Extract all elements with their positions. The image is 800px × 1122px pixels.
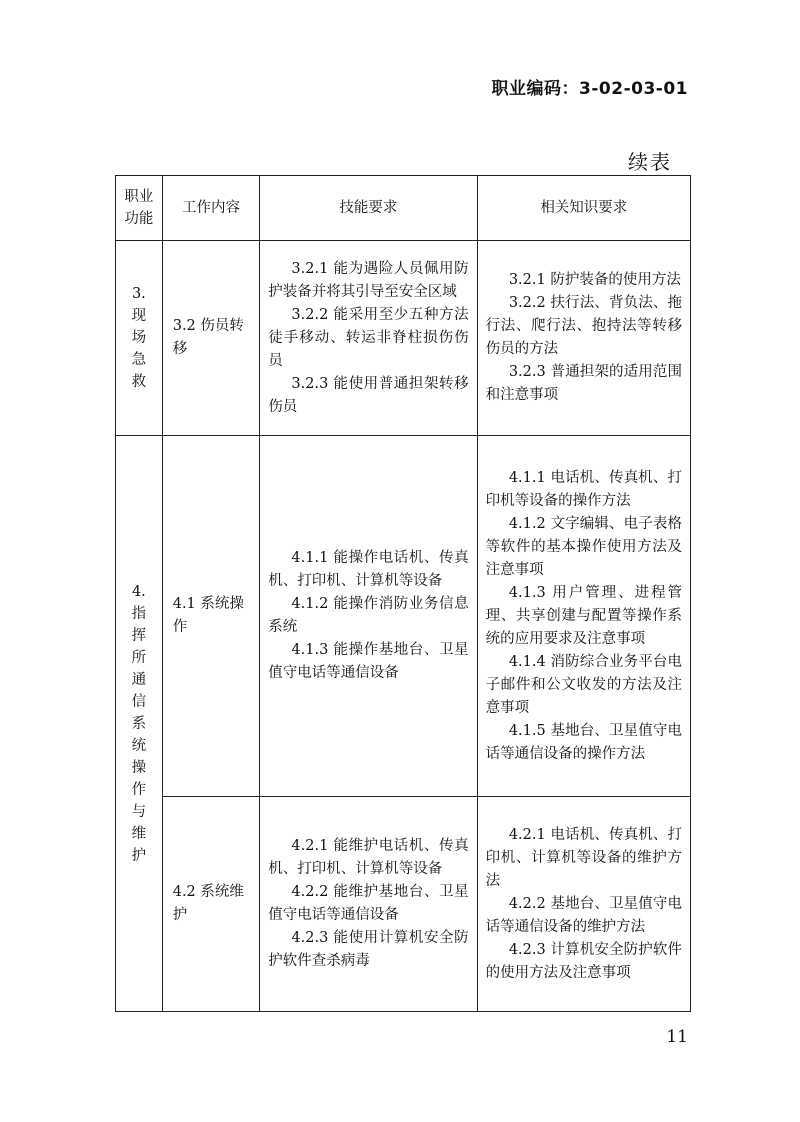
function-number: 4. bbox=[131, 583, 146, 600]
skill-item: 4.2.3 能使用计算机安全防护软件查杀病毒 bbox=[268, 930, 469, 969]
function-char: 挥 bbox=[131, 627, 147, 644]
skills-cell bbox=[260, 241, 477, 436]
header-skills: 技能要求 bbox=[260, 176, 477, 241]
knowledge-item: 3.2.3 普通担架的适用范围和注意事项 bbox=[485, 364, 682, 403]
knowledge-cell bbox=[477, 797, 690, 1012]
function-cell-4 bbox=[116, 436, 163, 1012]
skill-item: 4.1.3 能操作基地台、卫星值守电话等通信设备 bbox=[268, 642, 469, 681]
function-char: 维 bbox=[131, 825, 147, 842]
function-number: 3. bbox=[131, 286, 146, 302]
skill-item: 3.2.3 能使用普通担架转移伤员 bbox=[268, 375, 469, 415]
function-char: 现 bbox=[131, 308, 147, 324]
skill-item: 3.2.1 能为遇险人员佩用防护装备并将其引导至安全区域 bbox=[268, 260, 469, 300]
knowledge-item: 4.1.3 用户管理、进程管理、共享创建与配置等操作系统的应用要求及注意事项 bbox=[485, 584, 682, 647]
function-char: 统 bbox=[131, 737, 147, 754]
function-char: 作 bbox=[131, 781, 147, 798]
function-char: 场 bbox=[131, 330, 147, 346]
skills-cell bbox=[260, 436, 477, 797]
skill-item: 3.2.2 能采用至少五种方法徒手移动、转运非脊柱损伤伤员 bbox=[268, 306, 469, 369]
knowledge-item: 4.1.4 消防综合业务平台电子邮件和公文收发的方法及注意事项 bbox=[485, 653, 682, 716]
knowledge-item: 4.1.2 文字编辑、电子表格等软件的基本操作使用方法及注意事项 bbox=[485, 515, 682, 578]
header-function-line2: 功能 bbox=[124, 211, 154, 227]
knowledge-item: 3.2.1 防护装备的使用方法 bbox=[508, 272, 681, 288]
table-row bbox=[116, 797, 691, 1012]
skill-item: 4.2.2 能维护基地台、卫星值守电话等通信设备 bbox=[268, 884, 469, 923]
work-content-cell: 4.1 系统操作 bbox=[162, 436, 260, 797]
table-row bbox=[116, 436, 691, 797]
header-function bbox=[116, 176, 163, 241]
function-char: 通 bbox=[131, 671, 147, 688]
function-char: 急 bbox=[131, 352, 147, 368]
function-char: 所 bbox=[131, 649, 147, 666]
function-char: 系 bbox=[131, 715, 147, 732]
table-row bbox=[116, 241, 691, 436]
job-code: 职业编码：3-02-03-01 bbox=[491, 79, 688, 99]
knowledge-cell bbox=[477, 241, 690, 436]
skill-item: 4.1.2 能操作消防业务信息系统 bbox=[268, 596, 469, 635]
skills-table bbox=[115, 175, 691, 1012]
function-char: 操 bbox=[131, 759, 147, 776]
function-char: 救 bbox=[131, 374, 147, 390]
knowledge-item: 4.1.1 电话机、传真机、打印机等设备的操作方法 bbox=[485, 469, 682, 509]
knowledge-item: 3.2.2 扶行法、背负法、拖行法、爬行法、抱持法等转移伤员的方法 bbox=[485, 295, 682, 357]
function-char: 信 bbox=[131, 693, 147, 710]
knowledge-cell bbox=[477, 436, 690, 797]
skill-item: 4.2.1 能维护电话机、传真机、打印机、计算机等设备 bbox=[268, 838, 469, 877]
function-cell-3 bbox=[116, 241, 163, 436]
page-number: 11 bbox=[666, 1027, 688, 1047]
knowledge-item: 4.2.1 电话机、传真机、打印机、计算机等设备的维护方法 bbox=[485, 826, 682, 889]
work-content-cell: 4.2 系统维护 bbox=[162, 797, 260, 1012]
table-header-row bbox=[116, 176, 691, 241]
skills-cell bbox=[260, 797, 477, 1012]
knowledge-item: 4.1.5 基地台、卫星值守电话等通信设备的操作方法 bbox=[485, 722, 682, 762]
header-function-line1: 职业 bbox=[124, 189, 154, 205]
continued-label: 续表 bbox=[628, 150, 672, 174]
header-knowledge: 相关知识要求 bbox=[477, 176, 690, 241]
header-work-content: 工作内容 bbox=[162, 176, 260, 241]
skill-item: 4.1.1 能操作电话机、传真机、打印机、计算机等设备 bbox=[268, 550, 469, 589]
work-content-cell: 3.2 伤员转移 bbox=[162, 241, 260, 436]
function-char: 与 bbox=[131, 803, 147, 820]
knowledge-item: 4.2.2 基地台、卫星值守电话等通信设备的维护方法 bbox=[485, 895, 682, 935]
function-char: 指 bbox=[131, 605, 147, 622]
knowledge-item: 4.2.3 计算机安全防护软件的使用方法及注意事项 bbox=[485, 941, 682, 981]
function-char: 护 bbox=[131, 847, 147, 864]
